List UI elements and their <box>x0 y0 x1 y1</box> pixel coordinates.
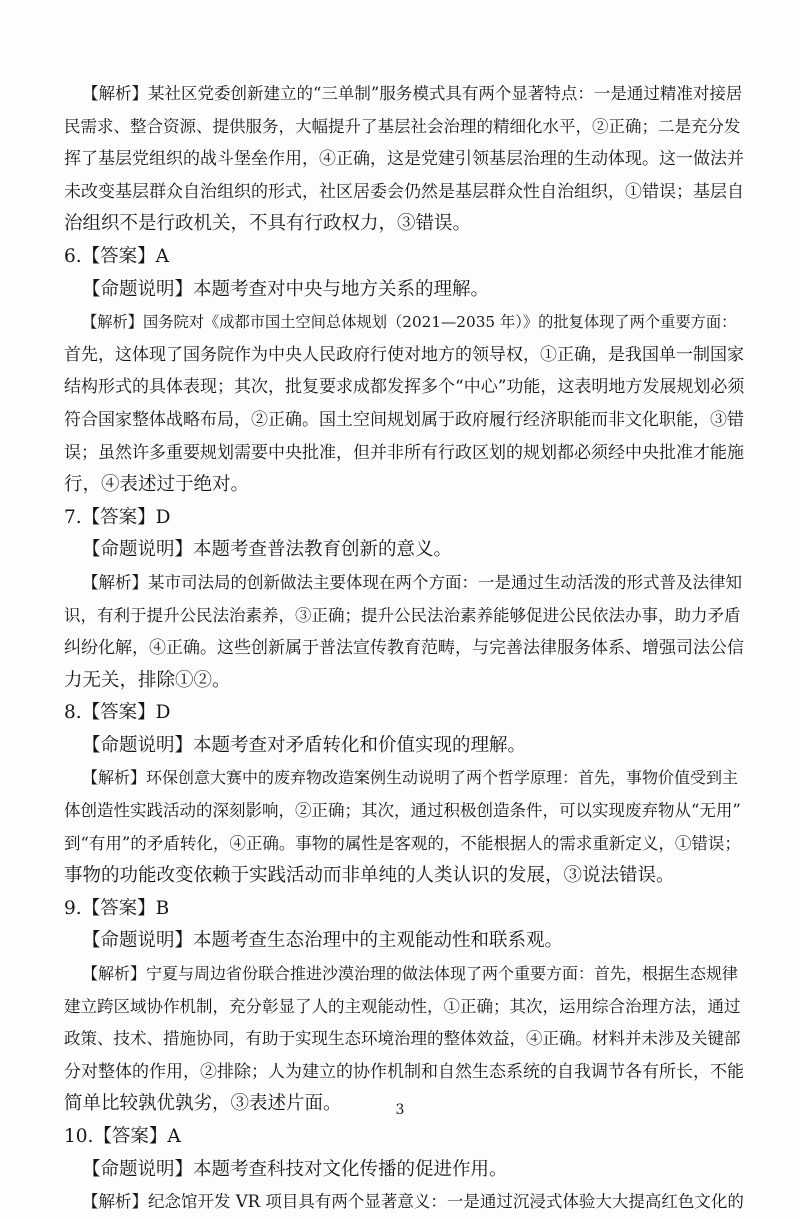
answer-explanations <box>64 78 744 1219</box>
text-line: 挥了基层党组织的战斗堡垒作用，④正确，这是党建引领基层治理的生动体现。这一做法并 <box>64 149 744 170</box>
text-line: 纠纷化解，④正确。这些创新属于普法宣传教育范畴，与完善法律服务体系、增强司法公信 <box>64 638 744 659</box>
question-8-note: 【命题说明】本题考查对矛盾转化和价值实现的理解。 <box>82 734 527 756</box>
page-number: 3 <box>395 1102 405 1118</box>
text-line: 治组织不是行政机关，不具有行政权力，③错误。 <box>64 213 472 235</box>
text-line: 【解析】某社区党委创新建立的“三单制”服务模式具有两个显著特点：一是通过精准对接居 <box>82 84 743 103</box>
question-7-answer: 7.【答案】D <box>64 506 171 528</box>
text-line: 识，有利于提升公民法治素养，③正确；提升公民法治素养能够促进公民依法办事，助力矛盾 <box>64 605 741 625</box>
text-line: 【解析】宁夏与周边省份联合推进沙漠治理的做法体现了两个重要方面：首先，根据生态规律 <box>82 964 739 984</box>
question-6-answer: 6.【答案】A <box>64 245 170 267</box>
text-line: 体创造性实践活动的深刻影响，②正确；其次，通过积极创造条件，可以实现废弃物从“无用” <box>64 801 741 821</box>
text-line: 符合国家整体战略布局，②正确。国土空间规划属于政府履行经济职能而非文化职能，③错 <box>64 409 744 430</box>
question-6-note: 【命题说明】本题考查对中央与地方关系的理解。 <box>82 278 490 300</box>
text-line: 事物的功能改变依赖于实践活动而非单纯的人类认识的发展，③说法错误。 <box>64 865 675 887</box>
question-10-answer: 10.【答案】A <box>64 1126 181 1147</box>
text-line: 误；虽然许多重要规划需要中央批准，但并非所有行政区划的规划都必须经中央批准才能施 <box>64 442 744 463</box>
text-line: 结构形式的具体表现；其次，批复要求成都发挥多个“中心”功能，这表明地方发展规划必须 <box>64 377 744 398</box>
text-line: 简单比较孰优孰劣，③表述片面。 <box>64 1093 342 1115</box>
text-line: 分对整体的作用，②排除；人为建立的协作机制和自然生态系统的自我调节各有所长，不能 <box>64 1061 744 1082</box>
text-line: 【解析】国务院对《成都市国土空间总体规划（2021—2035 年）》的批复体现了两个重要方面： <box>82 313 737 332</box>
text-line: 未改变基层群众自治组织的形式，社区居委会仍然是基层群众性自治组织，①错误；基层自 <box>64 181 744 202</box>
text-line: 【解析】纪念馆开发 VR 项目具有两个显著意义：一是通过沉浸式体验大大提高红色文化的 <box>82 1192 744 1212</box>
text-line: 政策、技术、措施协同，有助于实现生态环境治理的整体效益，④正确。材料并未涉及关键部 <box>64 1029 741 1049</box>
text-line: 【解析】某市司法局的创新做法主要体现在两个方面：一是通过生动活泼的形式普及法律知 <box>82 572 742 592</box>
text-line: 行，④表述过于绝对。 <box>64 474 250 496</box>
text-line: 民需求、整合资源、提供服务，大幅提升了基层社会治理的精细化水平，②正确；二是充分发 <box>64 116 741 136</box>
question-10-note: 【命题说明】本题考查科技对文化传播的促进作用。 <box>82 1158 508 1180</box>
text-line: 建立跨区域协作机制，充分彰显了人的主观能动性，①正确；其次，运用综合治理方法，通过 <box>64 996 741 1016</box>
text-line: 首先，这体现了国务院作为中央人民政府行使对地方的领导权，①正确，是我国单一制国家 <box>64 344 744 365</box>
text-line: 力无关，排除①②。 <box>64 669 231 691</box>
text-line: 【解析】环保创意大赛中的废弃物改造案例生动说明了两个哲学原理：首先，事物价值受到主 <box>82 768 739 788</box>
question-9-note: 【命题说明】本题考查生态治理中的主观能动性和联系观。 <box>82 930 564 952</box>
text-line: 到“有用”的矛盾转化，④正确。事物的属性是客观的，不能根据人的需求重新定义，①错误； <box>64 833 741 853</box>
question-9-answer: 9.【答案】B <box>64 897 170 919</box>
question-7-note: 【命题说明】本题考查普法教育创新的意义。 <box>82 539 453 561</box>
question-8-answer: 8.【答案】D <box>64 702 171 724</box>
